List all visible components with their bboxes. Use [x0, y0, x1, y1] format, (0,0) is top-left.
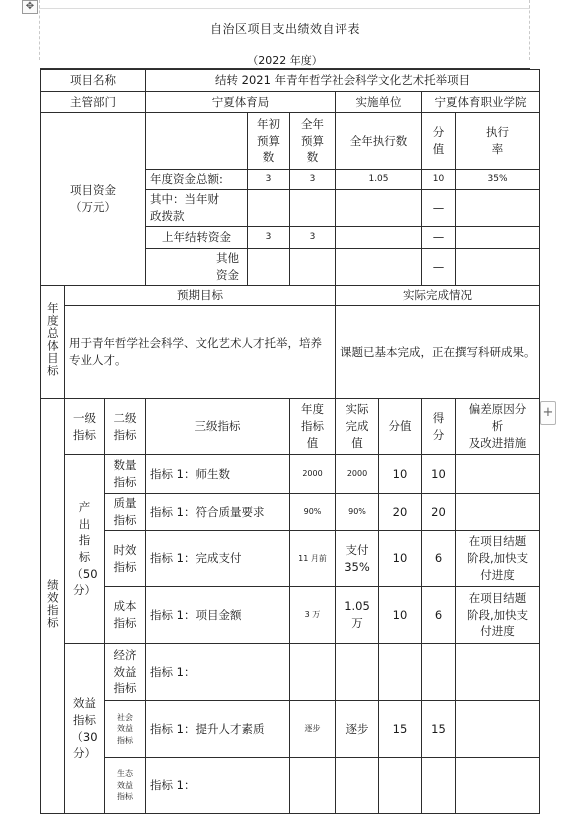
ind-row-actual[interactable]: 90% — [336, 494, 379, 531]
funds-row-initial[interactable]: 3 — [248, 227, 290, 249]
goals-section-label: 年度总体目标 — [41, 286, 65, 399]
ind-header-target: 年度 指标 值 — [290, 399, 336, 455]
funds-row-rate[interactable] — [456, 249, 540, 286]
funds-section-label: 项目资金 （万元） — [41, 113, 146, 286]
impl-label: 实施单位 — [336, 92, 422, 113]
ind-header-weight: 分值 — [379, 399, 422, 455]
ind-row-level2: 生态 效益 指标 — [105, 758, 146, 814]
dept-label: 主管部门 — [41, 92, 146, 113]
funds-row-executed[interactable] — [336, 190, 422, 227]
ind-header-deviation: 偏差原因分 析 及改进措施 — [456, 399, 540, 455]
ind-header-score: 得 分 — [422, 399, 456, 455]
impl-value[interactable]: 宁夏体育职业学院 — [422, 92, 540, 113]
funds-row-executed[interactable] — [336, 227, 422, 249]
ind-row-target[interactable]: 3 万 — [290, 587, 336, 644]
ind-row-deviation[interactable] — [456, 455, 540, 494]
ind-row-level2: 社会 效益 指标 — [105, 701, 146, 758]
ind-row-weight[interactable]: 20 — [379, 494, 422, 531]
funds-header-rate: 执行 率 — [456, 113, 540, 170]
funds-row-weight[interactable]: — — [422, 227, 456, 249]
funds-header-executed: 全年执行数 — [336, 113, 422, 170]
ind-row-target[interactable]: 11 月前 — [290, 531, 336, 587]
ind-row-target[interactable]: 2000 — [290, 455, 336, 494]
ind-row-deviation[interactable] — [456, 758, 540, 814]
funds-row-annual[interactable]: 3 — [290, 170, 336, 190]
document-year: （2022 年度） — [247, 54, 323, 67]
funds-row-executed[interactable]: 1.05 — [336, 170, 422, 190]
ind-row-actual[interactable]: 逐步 — [336, 701, 379, 758]
ind-header-level2: 二级 指标 — [105, 399, 146, 455]
funds-row-label: 年度资金总额: — [146, 170, 248, 190]
ind-row-target[interactable] — [290, 644, 336, 701]
ind-row-actual[interactable]: 1.05 万 — [336, 587, 379, 644]
project-name-label: 项目名称 — [41, 70, 146, 92]
funds-row-weight[interactable]: 10 — [422, 170, 456, 190]
page-header-rule — [39, 8, 530, 9]
ind-row-weight[interactable] — [379, 758, 422, 814]
funds-header-weight: 分 值 — [422, 113, 456, 170]
funds-row-label: 其中：当年财 政拨款 — [146, 190, 248, 227]
output-indicators-label: 产 出 指 标 （50 分） — [65, 455, 105, 644]
funds-header-annual: 全年 预算 数 — [290, 113, 336, 170]
funds-row-initial[interactable]: 3 — [248, 170, 290, 190]
indicators-section-label: 绩效指标 — [41, 399, 65, 814]
ind-row-deviation[interactable] — [456, 701, 540, 758]
evaluation-table — [40, 69, 540, 814]
funds-row-initial[interactable] — [248, 190, 290, 227]
ind-row-score[interactable]: 6 — [422, 531, 456, 587]
ind-row-level3[interactable]: 指标 1： — [146, 644, 290, 701]
ind-row-deviation[interactable] — [456, 644, 540, 701]
ind-row-actual[interactable] — [336, 758, 379, 814]
dept-value[interactable]: 宁夏体育局 — [146, 92, 336, 113]
funds-row-rate[interactable] — [456, 190, 540, 227]
funds-row-label: 上年结转资金 — [146, 227, 248, 249]
ind-row-weight[interactable] — [379, 644, 422, 701]
funds-row-weight[interactable]: — — [422, 249, 456, 286]
move-cross-icon[interactable]: ✥ — [22, 0, 38, 14]
plus-icon[interactable]: + — [540, 401, 556, 425]
ind-row-score[interactable]: 15 — [422, 701, 456, 758]
benefit-indicators-label: 效益 指标 （30 分） — [65, 644, 105, 814]
ind-row-level2: 数量 指标 — [105, 455, 146, 494]
ind-header-actual: 实际 完成 值 — [336, 399, 379, 455]
ind-header-level3: 三级指标 — [146, 399, 290, 455]
funds-row-weight[interactable]: — — [422, 190, 456, 227]
ind-row-target[interactable] — [290, 758, 336, 814]
ind-row-level3[interactable]: 指标 1：师生数 — [146, 455, 290, 494]
ind-row-level2: 经济 效益 指标 — [105, 644, 146, 701]
ind-row-score[interactable] — [422, 644, 456, 701]
ind-row-level3[interactable]: 指标 1：符合质量要求 — [146, 494, 290, 531]
ind-row-actual[interactable]: 支付 35% — [336, 531, 379, 587]
funds-row-executed[interactable] — [336, 249, 422, 286]
ind-row-weight[interactable]: 10 — [379, 531, 422, 587]
ind-row-deviation[interactable] — [456, 494, 540, 531]
document-title: 自治区项目支出绩效自评表 — [209, 22, 360, 36]
funds-header-blank — [146, 113, 248, 170]
ind-row-level3[interactable]: 指标 1：完成支付 — [146, 531, 290, 587]
goals-expected-text[interactable]: 用于青年哲学社会科学、文化艺术人才托举，培养专业人才。 — [65, 306, 336, 399]
ind-row-level3[interactable]: 指标 1： — [146, 758, 290, 814]
ind-row-level2: 时效 指标 — [105, 531, 146, 587]
funds-row-annual[interactable] — [290, 249, 336, 286]
ind-row-score[interactable]: 20 — [422, 494, 456, 531]
ind-row-target[interactable]: 逐步 — [290, 701, 336, 758]
ind-row-actual[interactable]: 2000 — [336, 455, 379, 494]
ind-row-level3[interactable]: 指标 1：提升人才素质 — [146, 701, 290, 758]
funds-row-rate[interactable] — [456, 227, 540, 249]
ind-row-level3[interactable]: 指标 1：项目金额 — [146, 587, 290, 644]
ind-row-deviation[interactable]: 在项目结题 阶段,加快支 付进度 — [456, 587, 540, 644]
goals-expected-header: 预期目标 — [65, 286, 336, 306]
ind-header-level1: 一级 指标 — [65, 399, 105, 455]
goals-actual-header: 实际完成情况 — [336, 286, 540, 306]
project-name-value[interactable]: 结转 2021 年青年哲学社会科学文化艺术托举项目 — [146, 70, 540, 92]
ind-row-deviation[interactable]: 在项目结题 阶段,加快支 付进度 — [456, 531, 540, 587]
ind-row-weight[interactable]: 15 — [379, 701, 422, 758]
funds-row-annual[interactable] — [290, 190, 336, 227]
ind-row-score[interactable]: 10 — [422, 455, 456, 494]
funds-header-initial: 年初 预算 数 — [248, 113, 290, 170]
goals-actual-text[interactable]: 课题已基本完成，正在撰写科研成果。 — [336, 306, 540, 399]
funds-row-label: 其他 资金 — [146, 249, 248, 286]
funds-row-initial[interactable] — [248, 249, 290, 286]
ind-row-level2: 成本 指标 — [105, 587, 146, 644]
ind-row-target[interactable]: 90% — [290, 494, 336, 531]
ind-row-weight[interactable]: 10 — [379, 587, 422, 644]
ind-row-actual[interactable] — [336, 644, 379, 701]
ind-row-level2: 质量 指标 — [105, 494, 146, 531]
ind-row-score[interactable]: 6 — [422, 587, 456, 644]
ind-row-score[interactable] — [422, 758, 456, 814]
ind-row-weight[interactable]: 10 — [379, 455, 422, 494]
funds-row-rate[interactable]: 35% — [456, 170, 540, 190]
funds-row-annual[interactable]: 3 — [290, 227, 336, 249]
